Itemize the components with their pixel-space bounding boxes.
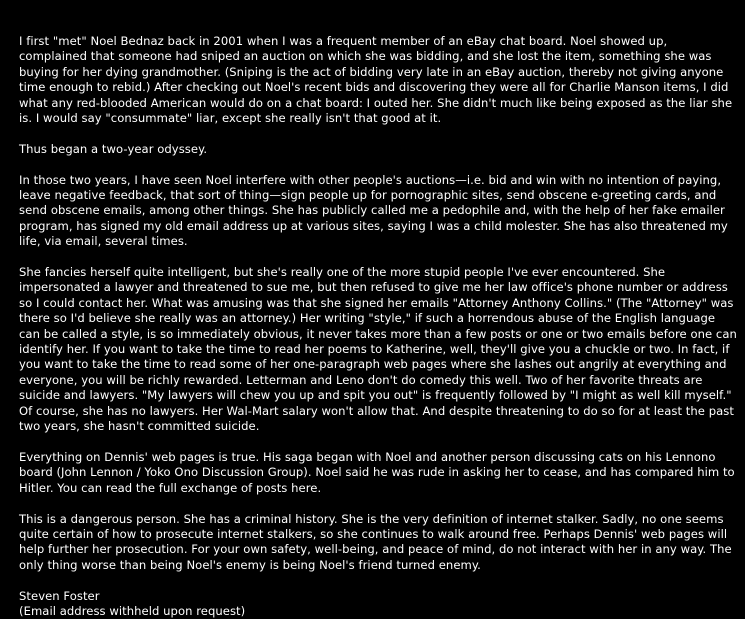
- paragraph-dennis-pages: Everything on Dennis' web pages is true. His saga began with Noel and another person discussing cats on his Lennono board (John Lennon / Yoko Ono Discussion Group). Noel said he was rude in asking her to cease, and has compared him to Hitler. You can read the full exchange of posts here.: [19, 449, 735, 495]
- paragraph-intelligence: She fancies herself quite intelligent, but she's really one of the more stupid people I've ever encountered. She impersonated a lawyer and threatened to sue me, but then refused to give me her law office's phone number or address so I could contact her. What was amusing was that she signed her emails "Attorney Anthony Collins." (The "Attorney" was there so I'd believe she really was an attorney.) Her writing "style," if such a horrendous abuse of the English language can be called a style, is so immediately obvious, it never takes more than a few posts or one or two emails before one can identify her. If you want to take the time to read her poems to Katherine, well, they'll give you a chuckle or two. In fact, if you want to take the time to read some of her one-paragraph web pages where she lashes out angrily at everything and everyone, you will be richly rewarded. Letterman and Leno don't do comedy this well. Two of her favorite threats are suicide and lawyers. "My lawyers will chew you up and spit you out" is frequently followed by "I might as well kill myself." Of course, she has no lawyers. Her Wal-Mart salary won't allow that. And despite threatening to do so for at least the past two years, she hasn't committed suicide.: [19, 265, 737, 434]
- signature-name: Steven Foster: [19, 588, 100, 603]
- signature-block: [19, 589, 737, 619]
- paragraph-first-met: I first "met" Noel Bednaz back in 2001 when I was a frequent member of an eBay chat board. Noel showed up, complained that someone had sniped an auction on which she was bidding, and she lost the item, something she was buying for her dying grandmother. (Sniping is the act of bidding very late in an eBay auction, thereby not giving anyone time enough to rebid.) After checking out Noel's recent bids and discovering they were all for Charlie Manson items, I did what any red-blooded American would do on a chat board: I outed her. She didn't much like being exposed as the liar she is. I would say "consummate" liar, except she really isn't that good at it.: [19, 34, 733, 126]
- paragraph-odyssey: Thus began a two-year odyssey.: [19, 141, 208, 156]
- signature-note: (Email address withheld upon request): [19, 603, 246, 618]
- paragraph-two-years: In those two years, I have seen Noel interfere with other people's auctions—i.e. bid and win with no intention of paying, leave negative feedback, that sort of thing—sign people up for pornographic sites, send obscene e-greeting cards, and send obscene emails, among other things. She has publicly called me a pedophile and, with the help of her fake emailer program, has signed my old email address up at various sites, saying I was a child molester. She has also threatened my life, via email, several times.: [19, 172, 728, 249]
- paragraph-dangerous-person: This is a dangerous person. She has a criminal history. She is the very definition of internet stalker. Sadly, no one seems quite certain of how to prosecute internet stalkers, so she continues to walk around free. Perhaps Dennis' web pages will help further her prosecution. For your own safety, well-being, and peace of mind, do not interact with her in any way. The only thing worse than being Noel's enemy is being Noel's friend turned enemy.: [19, 511, 732, 572]
